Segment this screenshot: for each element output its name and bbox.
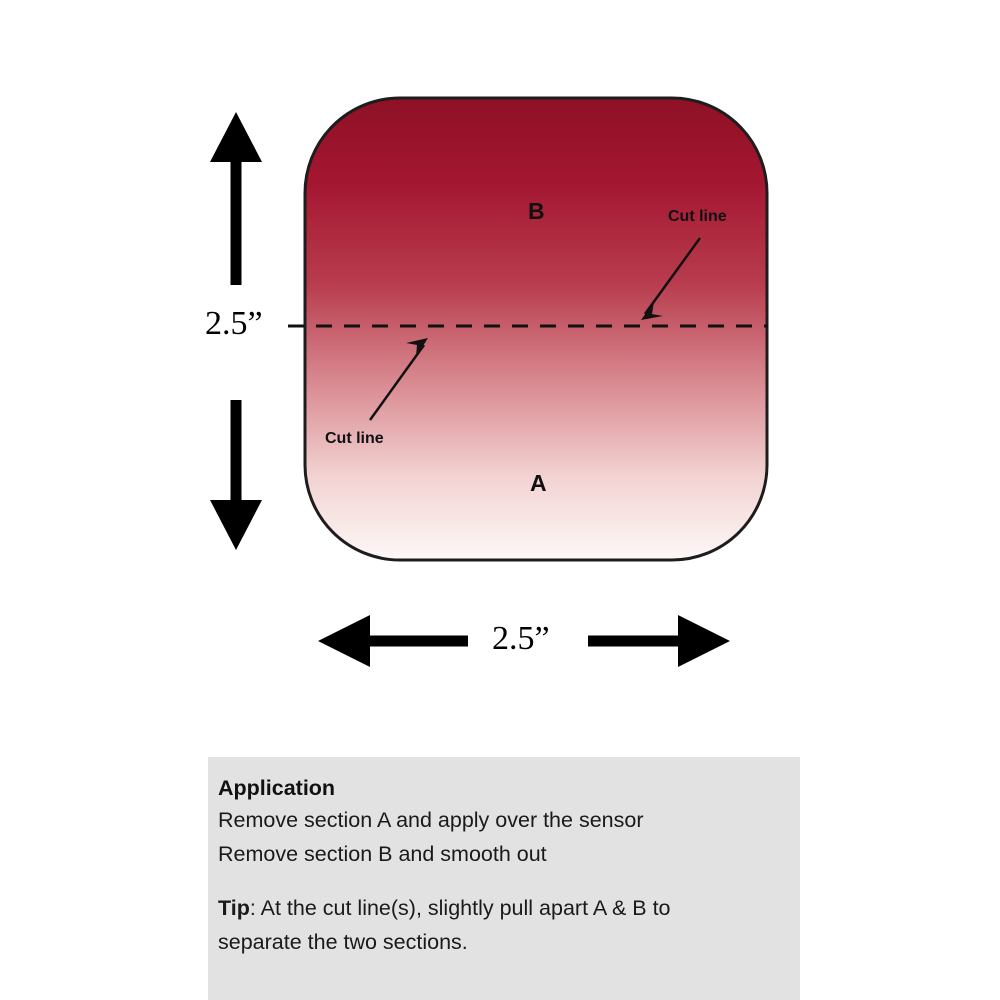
caption-tip-line-2: separate the two sections. <box>218 930 468 954</box>
cut-line-label-top: Cut line <box>668 208 727 225</box>
caption-title: Application <box>218 776 336 800</box>
caption-tip-text: : At the cut line(s), slightly pull apart A & B to <box>249 896 671 920</box>
application-instructions-panel <box>208 757 800 1000</box>
caption-tip-line-1 <box>218 891 792 925</box>
caption-tip-label: Tip <box>218 896 250 920</box>
section-label-a: A <box>530 470 547 496</box>
section-label-b: B <box>528 198 545 224</box>
caption-line-1: Remove section A and apply over the sensor <box>218 808 644 832</box>
caption-line-2: Remove section B and smooth out <box>218 842 547 866</box>
cut-line-label-bottom: Cut line <box>325 430 384 447</box>
dimension-label-vertical: 2.5” <box>205 305 263 342</box>
caption-spacer <box>218 871 792 891</box>
dimension-label-horizontal: 2.5” <box>492 620 550 657</box>
